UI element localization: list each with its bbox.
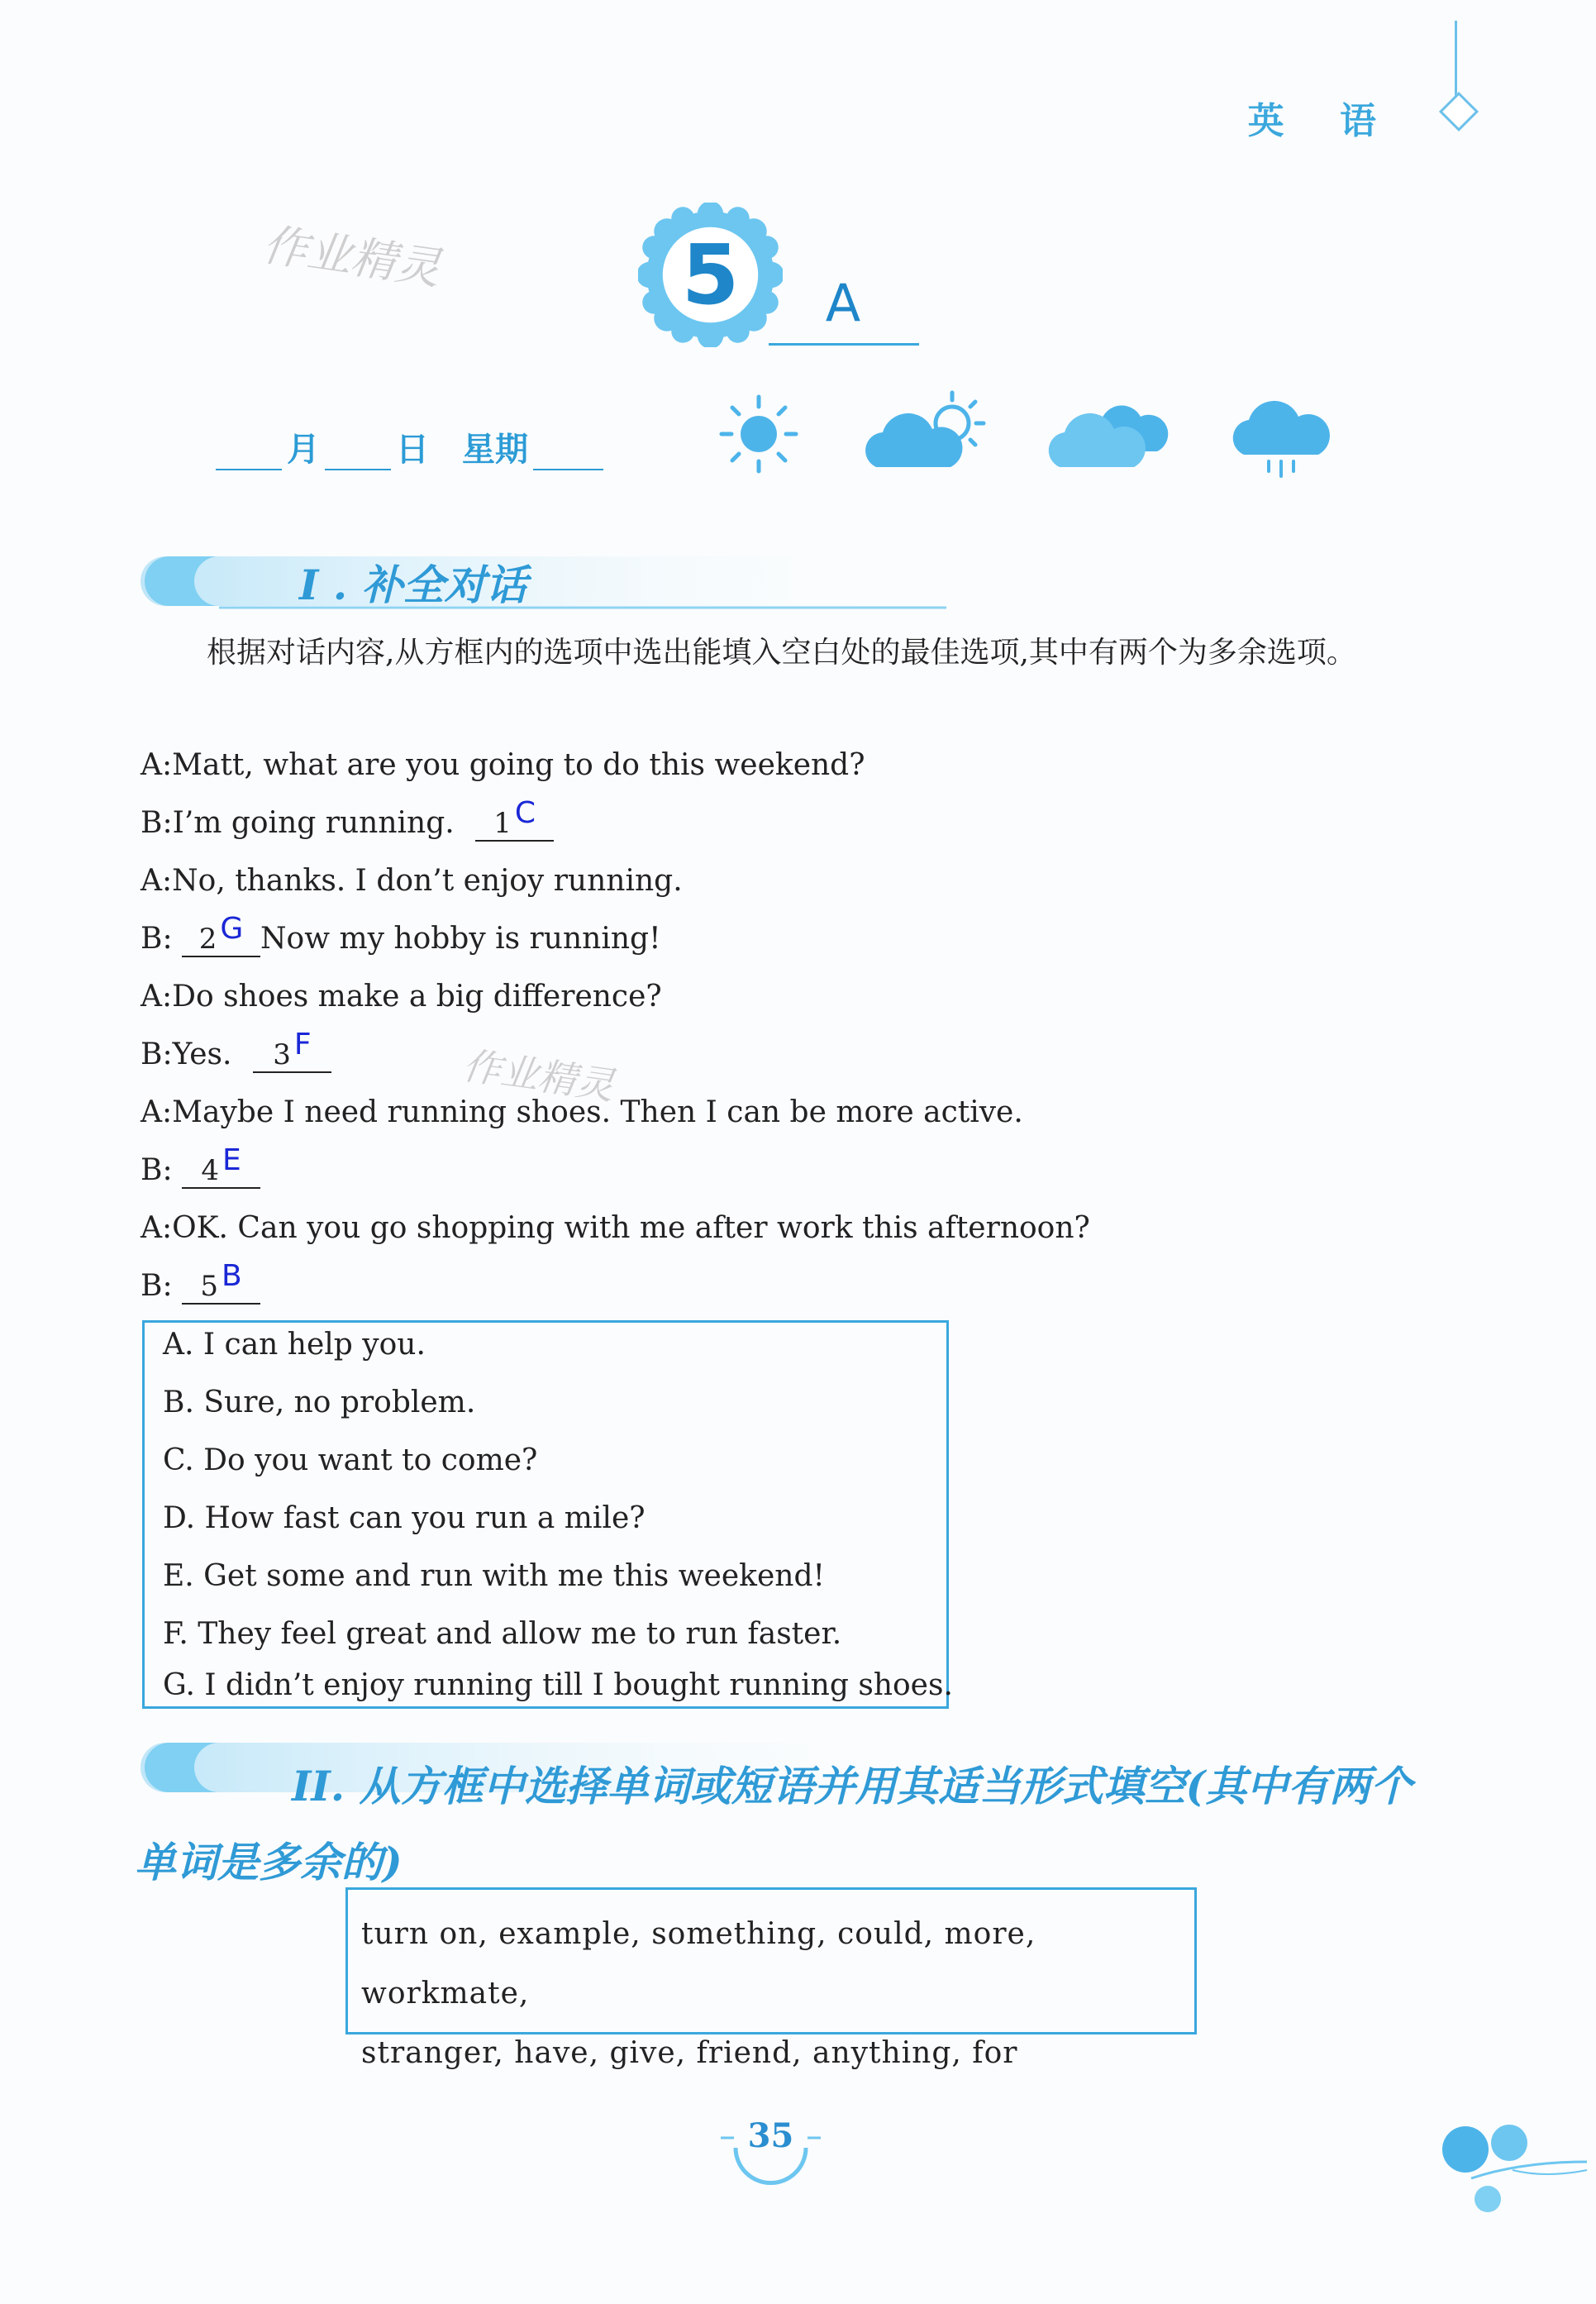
option-item: F. They feel great and allow me to run faster. — [163, 1617, 842, 1651]
dialogue-line: A:Matt, what are you going to do this weekend? — [141, 748, 865, 782]
option-item: C. Do you want to come? — [163, 1443, 538, 1477]
dialogue-line: B:Yes. 3 F — [141, 1038, 331, 1073]
rain-icon — [1232, 389, 1335, 488]
month-label: 月 — [287, 431, 320, 469]
watermark: 作业精灵 — [460, 1042, 617, 1109]
answer-blank[interactable]: 5 B — [182, 1269, 260, 1305]
dialogue-line: A:OK. Can you go shopping with me after work this afternoon? — [141, 1211, 1090, 1245]
answer-mark: C — [514, 796, 536, 830]
word-bank-box — [345, 1887, 1197, 2070]
option-item: A. I can help you. — [163, 1328, 426, 1362]
section1-title: I . 补全对话 — [299, 560, 527, 609]
section1-instructions: 根据对话内容,从方框内的选项中选出能填入空白处的最佳选项,其中有两个为多余选项。 — [207, 636, 1356, 670]
lesson-underline — [769, 343, 919, 346]
answer-mark: E — [222, 1143, 241, 1177]
cloudy-icon — [1043, 389, 1175, 479]
section2-title: II. 从方框中选择单词或短语并用其适当形式填空(其中有两个单词是多余的) — [135, 1762, 1413, 1887]
dialogue-line: A:No, thanks. I don’t enjoy running. — [141, 864, 683, 898]
weekday-blank[interactable] — [533, 469, 603, 470]
answer-mark: B — [222, 1259, 242, 1293]
subject-label: 英 语 — [1247, 100, 1398, 142]
dialogue-line: A:Do shoes make a big difference? — [141, 980, 662, 1014]
watermark: 作业精灵 — [260, 218, 444, 295]
answer-blank[interactable]: 3 F — [253, 1038, 331, 1073]
page-number: 35 — [747, 2116, 794, 2155]
week-label: 星期 — [462, 431, 528, 469]
dialogue-line: B: 5 B — [141, 1269, 260, 1305]
sun-icon — [717, 389, 800, 479]
word-bank-line: turn on, example, something, could, more, workmate, — [361, 1917, 1036, 2011]
dialogue-line: B:I’m going running. 1 C — [141, 806, 554, 842]
option-item: B. Sure, no problem. — [163, 1386, 476, 1419]
dialogue-line: B: 4 E — [141, 1153, 260, 1189]
dialogue-line: B: 2 G Now my hobby is running! — [141, 912, 661, 956]
option-item: D. How fast can you run a mile? — [163, 1501, 646, 1535]
dialogue-line: A:Maybe I need running shoes. Then I can be more active. — [141, 1095, 1023, 1129]
lesson-number: 5 — [681, 227, 740, 323]
day-blank[interactable] — [325, 469, 391, 470]
lesson-letter: A — [825, 273, 861, 333]
answer-blank[interactable]: 1 C — [475, 806, 554, 842]
word-bank-line: stranger, have, give, friend, anything, for — [361, 2036, 1018, 2070]
diamond-icon — [1439, 92, 1479, 131]
option-item: E. Get some and run with me this weekend! — [163, 1559, 825, 1593]
bubbles-decoration-icon — [1438, 2116, 1591, 2216]
answer-blank[interactable]: 2 G — [182, 922, 260, 957]
options-box — [142, 1320, 953, 1709]
answer-mark: F — [293, 1028, 312, 1061]
date-line — [211, 423, 608, 470]
partly-cloudy-icon — [860, 389, 992, 479]
answer-blank[interactable]: 4 E — [182, 1153, 260, 1189]
section-header-bar — [141, 552, 946, 610]
answer-mark: G — [220, 912, 244, 946]
option-item: G. I didn’t enjoy running till I bought running shoes. — [163, 1668, 953, 1702]
day-label: 日 — [396, 431, 429, 469]
month-blank[interactable] — [216, 469, 282, 470]
